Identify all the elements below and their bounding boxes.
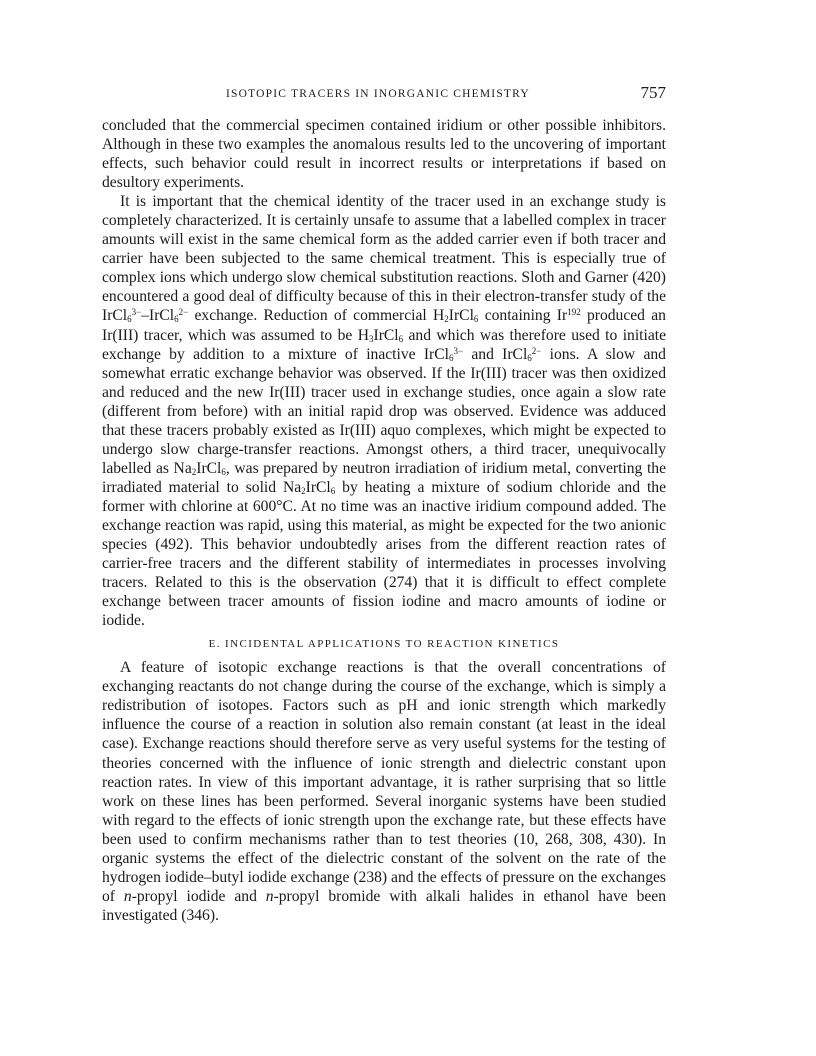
document-page (102, 80, 666, 925)
paragraph-reaction-kinetics: A feature of isotopic exchange reactions is that the overall concentrations of exchanging reactants do not change during the course of the exchange, which is simply a redistribution of isotopes. Factors such as pH and ionic strength which markedly influence the course of a reaction in solution also remain constant (at least in the ideal case). Exchange reactions should therefore serve as very useful systems for the testing of theories concerned with the influence of ionic strength and dielectric constant upon reaction rates. In view of this important advantage, it is rather surprising that so little work on these lines has been performed. Several inorganic systems have been studied with regard to the effects of ionic strength upon the exchange rate, but these effects have been used to confirm mechanisms rather than to test theories (10, 268, 308, 430). In organic systems the effect of the dielectric constant of the solvent on the rate of the hydrogen iodide–butyl iodide exchange (238) and the effects of pressure on the exchanges of n-propyl iodide and n-propyl bromide with alkali halides in ethanol have been investigated (346). (102, 659, 666, 924)
paragraph-tracer-identity: It is important that the chemical identity of the tracer used in an exchange study is completely characterized. It is certainly unsafe to assume that a labelled complex in tracer amounts will exist in the same chemical form as the added carrier even if both tracer and carrier have been subjected to the same chemical treatment. This is especially true of complex ions which undergo slow chemical substitution reactions. Sloth and Garner (420) encountered a good deal of difficulty because of this in their electron-transfer study of the IrCl$_6^{3-}$–IrCl$_6^{2-}$ exchange. Reduction of commercial $H_2IrCl_6$ containing Ir$^{192}$ produced an Ir(III) tracer, which was assumed to be $H_3IrCl_6$ and which was therefore used to initiate exchange by addition to a mixture of inactive IrCl$_6^{3-}$ and IrCl$_6^{2-}$ ions. A slow and somewhat erratic exchange behavior was observed. If the Ir(III) tracer was then oxidized and reduced and the new Ir(III) tracer used in exchange studies, once again a slow rate (different from before) with an initial rapid drop was observed. Evidence was adduced that these tracers probably existed as Ir(III) aquo complexes, which might be expected to undergo slow charge-transfer reactions. Amongst others, a third tracer, unequivocally labelled as $Na_2IrCl_6$, was prepared by neutron irradiation of iridium metal, converting the irradiated material to solid $Na_2IrCl_6$ by heating a mixture of sodium chloride and the former with chlorine at 600°C. At no time was an inactive iridium compound added. The exchange reaction was rapid, using this material, as might be expected for the two anionic species (492). This behavior undoubtedly arises from the different reaction rates of carrier-free tracers and the different stability of intermediates in processes involving tracers. Related to this is the observation (274) that it is difficult to effect complete exchange between tracer amounts of fission iodine and macro amounts of iodine or iodide. (102, 193, 666, 630)
body-text (102, 116, 666, 925)
paragraph-continuation: concluded that the commercial specimen contained iridium or other possible inhibitors. Although in these two examples the anomalous results led to the uncovering of important effects, such behavior could result in incorrect results or interpretations if based on desultory experiments. (102, 117, 666, 192)
running-header (102, 80, 666, 110)
page-number: 757 (640, 83, 666, 102)
section-heading: E. INCIDENTAL APPLICATIONS TO REACTION KINETICS (208, 638, 560, 651)
running-title: ISOTOPIC TRACERS IN INORGANIC CHEMISTRY (226, 88, 530, 100)
